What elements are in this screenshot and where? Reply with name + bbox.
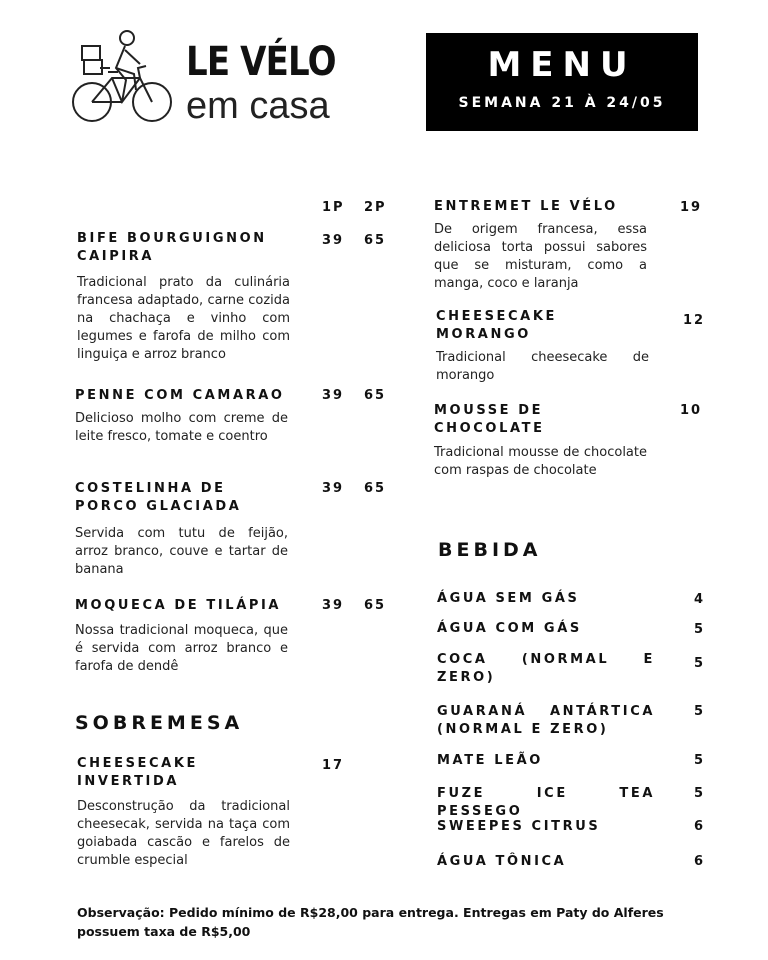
column-header-1p: 1P <box>322 200 345 215</box>
dish-name: COSTELINHA DE PORCO GLACIADA <box>75 481 242 514</box>
drink-price: 5 <box>694 656 704 671</box>
drink-price: 5 <box>694 753 704 768</box>
dish-description: Servida com tutu de feijão, arroz branco, couve e tartar de banana <box>75 526 288 577</box>
menu-title: MENU <box>487 45 637 85</box>
dish-price-1p: 39 <box>322 481 345 496</box>
brand-name: LE VÉLO <box>186 39 336 85</box>
delivery-note: Observação: Pedido mínimo de R$28,00 para entrega. Entregas em Paty do Alferes possuem taxa de R$5,00 <box>77 905 664 939</box>
dish-price-2p: 65 <box>364 481 387 496</box>
dish-name: MOQUECA DE TILÁPIA <box>75 598 282 613</box>
drink-name: ÁGUA COM GÁS <box>437 621 582 636</box>
section-title-bebida: BEBIDA <box>438 539 542 561</box>
dessert-name: CHEESECAKE MORANGO <box>436 309 557 342</box>
drink-name: FUZE ICE TEA PESSEGO <box>437 786 655 819</box>
drink-price: 5 <box>694 622 704 637</box>
dish-price-1p: 39 <box>322 388 345 403</box>
dessert-price: 17 <box>322 758 345 773</box>
drink-price: 6 <box>694 819 704 834</box>
dish-description: Tradicional prato da culinária francesa adaptado, carne cozida na chachaça e vinho com legumes e farofa de milho com linguiça e arroz branco <box>77 275 290 362</box>
drink-name: GUARANÁ ANTÁRTICA (NORMAL E ZERO) <box>437 704 655 737</box>
drink-price: 4 <box>694 592 704 607</box>
dessert-description: De origem francesa, essa deliciosa torta possui sabores que se misturam, como a manga, coco e laranja <box>434 222 647 291</box>
dish-price-2p: 65 <box>364 388 387 403</box>
dessert-description: Desconstrução da tradicional cheesecak, servida na taça com goiabada cascão e farelos de crumble especial <box>77 799 290 868</box>
dessert-description: Tradicional mousse de chocolate com raspas de chocolate <box>434 445 647 478</box>
menu-header-box <box>426 33 698 131</box>
dessert-price: 19 <box>680 200 703 215</box>
dish-price-2p: 65 <box>364 233 387 248</box>
dessert-name: MOUSSE DE CHOCOLATE <box>434 403 545 436</box>
cyclist-delivery-icon <box>70 28 180 128</box>
drink-name: COCA (NORMAL E ZERO) <box>437 652 655 685</box>
dessert-description: Tradicional cheesecake de morango <box>436 350 649 383</box>
dessert-price: 10 <box>680 403 703 418</box>
drink-name: SWEEPES CITRUS <box>437 819 601 834</box>
dish-description: Delicioso molho com creme de leite fresco, tomate e coentro <box>75 411 288 444</box>
dish-price-2p: 65 <box>364 598 387 613</box>
drink-price: 6 <box>694 854 704 869</box>
drink-price: 5 <box>694 704 704 719</box>
column-header-2p: 2P <box>364 200 387 215</box>
menu-week: SEMANA 21 À 24/05 <box>458 95 666 111</box>
section-title-sobremesa: SOBREMESA <box>75 712 244 734</box>
dish-description: Nossa tradicional moqueca, que é servida com arroz branco e farofa de dendê <box>75 623 288 674</box>
drink-name: ÁGUA TÔNICA <box>437 854 567 869</box>
dish-price-1p: 39 <box>322 233 345 248</box>
drink-price: 5 <box>694 786 704 801</box>
brand-tagline: em casa <box>186 85 330 127</box>
drink-name: MATE LEÃO <box>437 753 543 768</box>
dessert-name: CHEESECAKE INVERTIDA <box>77 756 198 789</box>
dish-price-1p: 39 <box>322 598 345 613</box>
drink-name: ÁGUA SEM GÁS <box>437 591 580 606</box>
dessert-name: ENTREMET LE VÉLO <box>434 199 618 214</box>
dish-name: BIFE BOURGUIGNON CAIPIRA <box>77 231 267 264</box>
dessert-price: 12 <box>683 313 706 328</box>
dish-name: PENNE COM CAMARAO <box>75 388 285 403</box>
